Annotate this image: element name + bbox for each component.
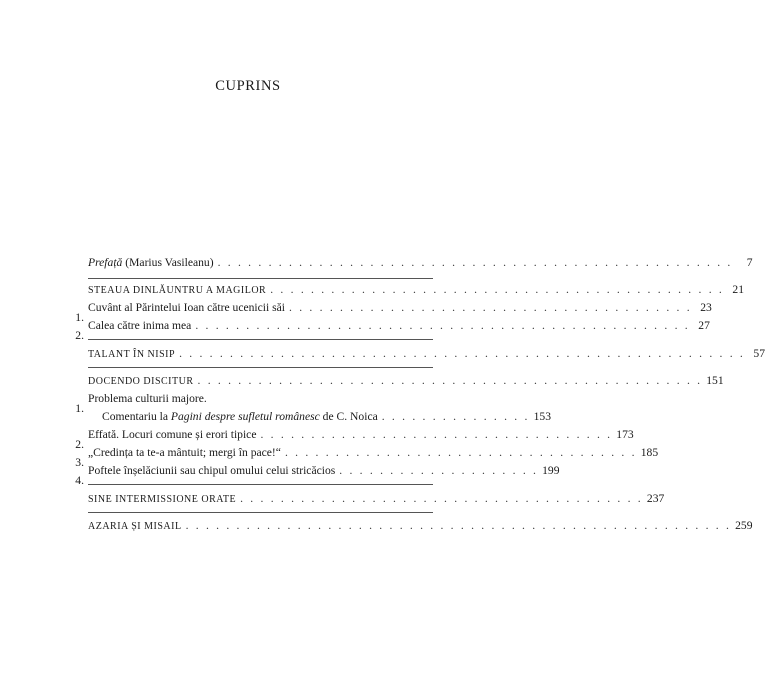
toc-page-number: 23 [700,301,712,314]
toc-page-number: 57 [753,347,765,360]
leader-dots: . . . . . . . . . . . . . . . [381,410,530,423]
toc-entry-number: 1. [75,311,84,324]
toc-page-number: 7 [746,256,753,269]
section-divider [88,278,433,279]
toc-entry-label: Calea către inima mea [88,319,192,332]
toc-entry-number: 3. [75,456,84,469]
leader-dots: . . . . . . . . . . . . . . . . . . . . . . . . . . . . . . . . . . . . . . . . [289,301,692,314]
toc-entry[interactable] [75,301,712,324]
toc-page-number: 27 [698,319,710,332]
toc-entry-label: STEAUA DINLĂUNTRU A MAGILOR [88,285,267,296]
leader-dots: . . . . . . . . . . . . . . . . . . . . . . . . . . . . . . . . . . . . . . . . . . . . . . . . . . [197,374,703,387]
toc-entry-italic-label: Pagini despre sufletul românesc [170,410,320,423]
toc-entry-section[interactable] [88,492,665,507]
toc-entry-continuation[interactable] [102,410,551,424]
toc-entry-number: 2. [75,438,84,451]
toc-page-number: 173 [616,428,634,441]
toc-entry-section[interactable] [88,283,744,298]
toc-entry[interactable] [75,319,710,342]
toc-entry-label: (Marius Vasileanu) [122,256,214,269]
toc-entry-label: de C. Noica [319,410,378,423]
toc-page-number: 185 [640,446,659,459]
page-title: CUPRINS [215,78,281,94]
toc-page-number: 21 [732,283,744,296]
toc-page-number: 151 [706,374,724,387]
toc-page-number: 199 [542,464,560,477]
toc-entry-number: 4. [75,474,84,487]
toc-entry-section[interactable] [88,347,765,362]
leader-dots: . . . . . . . . . . . . . . . . . . . . . . . . . . . . . . . . . . . . . . . . . . . . . . . . . . . . . . . . [179,347,746,360]
leader-dots: . . . . . . . . . . . . . . . . . . . . . . . . . . . . . . . . . . . [260,428,613,441]
toc-entry-label: Poftele înșelăciunii sau chipul omului celui stricăcios [88,464,336,477]
toc-entry-section[interactable] [88,374,724,389]
section-divider [88,367,433,368]
toc-entry-label: Problema culturii majore. [88,392,207,405]
toc-entry-label-prefix: Comentariu la [102,410,171,423]
toc-entry-label: SINE INTERMISSIONE ORATE [88,494,237,505]
toc-entry-label: Cuvânt al Părintelui Ioan către ucenicii săi [88,301,286,314]
section-divider [88,484,433,485]
section-divider [88,339,433,340]
section-divider [88,512,433,513]
leader-dots: . . . . . . . . . . . . . . . . . . . . . . . . . . . . . . . . . . . . . . . . . . . . . . . . . [195,319,690,332]
leader-dots: . . . . . . . . . . . . . . . . . . . . . . . . . . . . . . . . . . . . . . . . . . . . . [270,283,724,296]
toc-page-number: 259 [735,519,753,532]
toc-entry-label: DOCENDO DISCITUR [88,376,194,387]
toc-entry-section[interactable] [88,519,753,534]
toc-entry-number: 1. [75,402,84,415]
toc-entry[interactable] [75,392,433,415]
toc-page-number: 237 [646,492,665,505]
leader-dots: . . . . . . . . . . . . . . . . . . . . . . . . . . . . . . . . . . . . . . . . . . . . . . . . . . . . . . [185,519,732,532]
toc-entry-prefata[interactable] [88,256,753,270]
toc-entry[interactable] [75,446,659,469]
toc-entry-label: „Credința ta te-a mântuit; mergi în pace!“ [88,446,281,459]
leader-dots: . . . . . . . . . . . . . . . . . . . . . . . . . . . . . . . . . . . . . . . . [240,492,643,505]
toc-entry[interactable] [75,428,634,451]
leader-dots: . . . . . . . . . . . . . . . . . . . . . . . . . . . . . . . . . . . . . . . . . . . . . . . . . . . [217,256,733,269]
toc-entry-label: AZARIA ȘI MISAIL [88,521,182,532]
toc-entry-label: TALANT ÎN NISIP [88,349,176,360]
leader-dots: . . . . . . . . . . . . . . . . . . . . [339,464,539,477]
toc-entry[interactable] [75,464,560,487]
toc-entry-label: Effată. Locuri comune și erori tipice [88,428,257,441]
toc-page-number: 153 [533,410,551,423]
leader-dots: . . . . . . . . . . . . . . . . . . . . . . . . . . . . . . . . . . . [284,446,637,459]
toc-entry-number: 2. [75,329,84,342]
toc-entry-italic-label: Prefață [88,256,123,269]
